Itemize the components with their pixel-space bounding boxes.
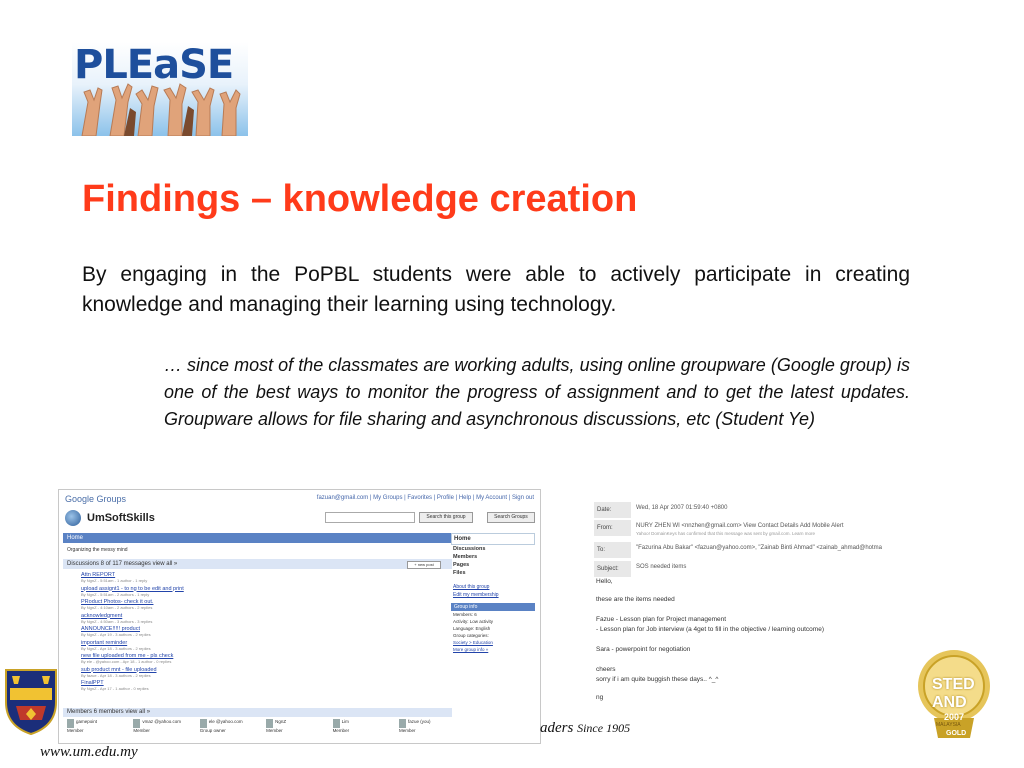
list-item[interactable] xyxy=(81,572,411,586)
email-body-line: - Lesson plan for Job interview (a 4get to fill in the objective / learning outcome) xyxy=(596,626,824,633)
member-list xyxy=(67,719,457,733)
member-role: Member xyxy=(133,728,150,733)
group-info-line: Group categories: xyxy=(453,633,489,638)
search-groups-button[interactable]: Search Groups xyxy=(487,512,535,523)
edit-membership-link[interactable]: Edit my membership xyxy=(453,592,499,598)
since-text: Since 1905 xyxy=(577,721,631,735)
medal-year: 2007 xyxy=(944,712,965,722)
subject-value: SOS needed items xyxy=(636,564,687,570)
email-body-line: Fazue - Lesson plan for Project management xyxy=(596,616,727,623)
message-meta: By NgnZ - 4:10am - 2 authors - 2 replies xyxy=(81,605,153,610)
member-name[interactable]: gamepoint xyxy=(76,719,98,724)
member-name[interactable]: vmaz @yahoo.com xyxy=(142,719,181,724)
message-meta: By NgnZ - Apr 19 - 3 authors - 2 replies xyxy=(81,632,151,637)
globe-icon xyxy=(65,510,81,526)
email-from-row xyxy=(594,520,950,540)
new-post-button[interactable]: + new post xyxy=(407,561,441,569)
avatar xyxy=(333,719,340,728)
email-body-line: Hello, xyxy=(596,578,613,585)
list-item[interactable] xyxy=(81,599,411,613)
email-date-row xyxy=(594,502,950,522)
groups-topbar xyxy=(59,490,540,510)
medal-gold: GOLD xyxy=(946,730,967,737)
sidebar-item-discussions[interactable]: Discussions xyxy=(453,546,486,552)
list-item[interactable] xyxy=(81,653,411,667)
member-name[interactable]: ele @yahoo.com xyxy=(208,719,243,724)
avatar xyxy=(266,719,273,728)
message-title[interactable]: PRoduct Photos- check it out. xyxy=(81,599,154,605)
email-body-line: Sara - powerpoint for negotiation xyxy=(596,646,691,653)
member-item[interactable] xyxy=(200,719,258,733)
email-screenshot xyxy=(594,498,950,708)
list-item[interactable] xyxy=(81,586,411,600)
message-meta: By fazue - Apr 18 - 3 authors - 2 replies xyxy=(81,672,151,678)
discussions-header: Discussions 8 of 117 messages view all » xyxy=(63,559,452,569)
message-title[interactable]: important reminder xyxy=(81,639,128,646)
medal-text: STED AND xyxy=(932,676,975,711)
more-info-link[interactable]: More group info » xyxy=(453,647,489,652)
lead-paragraph: By engaging in the PoPBL students were able to actively participate in creating knowledge and managing their learning using technology. xyxy=(82,263,910,316)
tagline-text: aders xyxy=(540,720,574,736)
message-list xyxy=(81,572,411,694)
category-link[interactable]: Society > Education xyxy=(453,640,493,645)
message-title[interactable]: Attn REPORT xyxy=(81,572,116,578)
message-title[interactable]: sub product mnt - file uploaded xyxy=(81,666,157,673)
message-title[interactable]: FinalPPT xyxy=(81,680,104,686)
sidebar-item-files[interactable]: Files xyxy=(453,570,466,576)
slide-title: Findings – knowledge creation xyxy=(82,178,638,220)
subject-label: Subject: xyxy=(594,561,631,577)
group-info-line: Activity: Low activity xyxy=(453,619,494,624)
member-role: Member xyxy=(398,728,416,733)
to-label: To: xyxy=(594,542,631,558)
group-sidebar xyxy=(451,533,535,653)
group-info-line: Language: English xyxy=(453,626,491,631)
list-item[interactable] xyxy=(81,680,411,694)
search-group-button[interactable]: Search this group xyxy=(419,512,473,523)
member-name[interactable]: NgnZ xyxy=(275,719,287,724)
list-item[interactable] xyxy=(81,640,411,654)
member-role: Member xyxy=(67,728,84,733)
group-search-input[interactable] xyxy=(325,512,415,523)
logo-text: PLEaSE xyxy=(74,42,234,88)
member-role: Member xyxy=(266,728,283,733)
avatar xyxy=(399,719,406,728)
list-item[interactable] xyxy=(81,626,411,640)
message-title[interactable]: new file uploaded from me - pls check xyxy=(81,653,174,659)
student-quote: … since most of the classmates are working adults, using online groupware (Google group) is one of the best ways to monitor the progress of assignment and to get the latest updates. Groupware allows for file sharing and asynchronous discussions, etc (Student Ye) xyxy=(164,355,910,429)
member-item[interactable] xyxy=(266,719,324,733)
google-groups-brand: Google Groups xyxy=(65,494,127,504)
message-title[interactable]: upload assignt1 - to ng to be edit and print xyxy=(81,585,184,592)
message-meta: By NgnZ - Apr 18 - 3 authors - 2 replies xyxy=(81,645,151,651)
member-item[interactable] xyxy=(133,719,191,733)
university-crest-icon xyxy=(2,666,60,736)
avatar xyxy=(133,719,140,728)
avatar xyxy=(200,719,207,728)
group-info-line: Members: 6 xyxy=(453,612,477,617)
from-label: From: xyxy=(594,520,631,536)
raised-hands-image xyxy=(72,42,248,136)
message-meta: By ele - @yahoo.com - Apr 18 - 1 author - 0 replies xyxy=(81,659,172,664)
footer-tagline xyxy=(540,720,630,737)
list-item[interactable] xyxy=(81,613,411,627)
member-item[interactable] xyxy=(333,719,391,733)
avatar xyxy=(67,719,74,728)
group-name: UmSoftSkills xyxy=(87,512,155,524)
member-name[interactable]: Lim xyxy=(341,719,349,724)
medal-country: MALAYSIA xyxy=(936,722,961,728)
group-tagline: Organizing the messy mind xyxy=(67,547,128,553)
email-body-line: these are the items needed xyxy=(596,596,675,603)
list-item[interactable] xyxy=(81,667,411,681)
email-body-line: sorry if i am quite buggish these days.. ^_^ xyxy=(596,676,719,683)
to-value: "Fazurina Abu Bakar" <fazuan@yahoo.com>, "Zainab Binti Ahmad" <zainab_ahmad@hotma xyxy=(636,545,883,551)
member-role: Group owner xyxy=(199,728,226,733)
message-title[interactable]: ANNOUNCE!!!!! product xyxy=(81,626,140,632)
member-role: Member xyxy=(332,728,350,733)
google-groups-screenshot xyxy=(58,489,541,744)
message-meta: By NgnZ - 4:50am - 3 authors - 3 replies xyxy=(81,618,153,624)
account-links[interactable]: fazuan@gmail.com | My Groups | Favorites | Profile | Help | My Account | Sign out xyxy=(316,495,534,501)
domainkeys-note: Yahoo! DomainKeys has confirmed that this message was sent by gmail.com. Learn more xyxy=(636,531,816,536)
email-subject-row xyxy=(594,561,950,581)
sidebar-item-pages[interactable]: Pages xyxy=(453,562,470,568)
please-logo xyxy=(72,42,248,136)
from-value: NURY ZHEN WI <nnzhen@gmail.com> View Contact Details Add Mobile Alert xyxy=(636,523,844,529)
about-group-link[interactable]: About this group xyxy=(453,584,490,590)
member-item[interactable] xyxy=(67,719,125,733)
date-label: Date: xyxy=(594,502,631,518)
sidebar-home[interactable]: Home xyxy=(451,533,535,545)
members-header: Members 6 members view all » xyxy=(63,708,452,717)
home-bar: Home xyxy=(63,533,452,543)
email-body-line: ng xyxy=(596,694,604,701)
email-to-row xyxy=(594,542,950,562)
email-body-line: cheers xyxy=(596,666,616,673)
group-info-header: Group info xyxy=(451,603,535,611)
message-title[interactable]: acknowledgment xyxy=(81,612,123,619)
university-url[interactable]: www.um.edu.my xyxy=(40,744,138,760)
member-name[interactable]: fazue (you) xyxy=(407,719,431,724)
message-meta: By NgnZ - 5:51am - 2 authors - 1 reply xyxy=(81,591,150,597)
member-item[interactable] xyxy=(399,719,457,733)
message-meta: By NgnZ - Apr 17 - 1 author - 0 replies xyxy=(81,686,149,691)
sidebar-item-members[interactable]: Members xyxy=(453,554,478,560)
message-meta: By NgnZ - 5:51am - 1 author - 1 reply xyxy=(81,578,148,583)
date-value: Wed, 18 Apr 2007 01:59:40 +0800 xyxy=(636,505,728,511)
